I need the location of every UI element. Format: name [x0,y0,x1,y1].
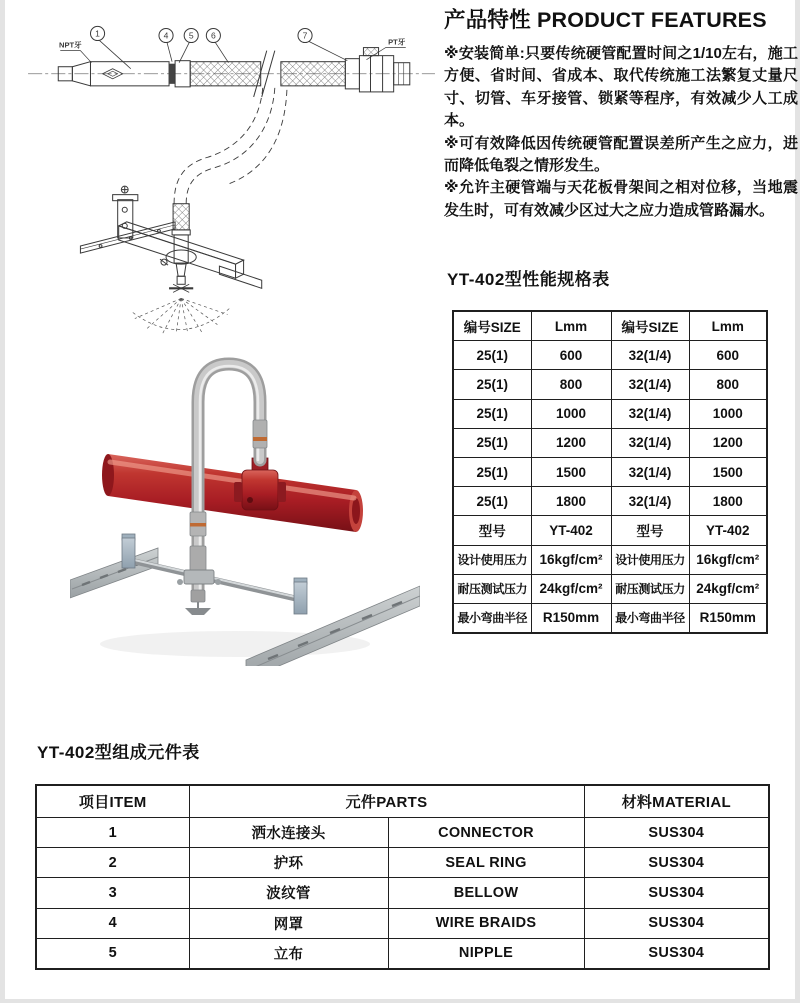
table-cell: 25(1) [453,370,531,399]
table-row [453,399,767,428]
feature-paragraph: ※允许主硬管端与天花板骨架间之相对位移，当地震发生时，可有效减少区过大之应力造成管路漏水。 [444,179,798,219]
table-cell: SUS304 [584,908,769,938]
table-cell: 网罩 [189,908,388,938]
table-cell: 1800 [531,487,611,516]
table-cell: 3 [36,878,189,908]
ceiling-bracket-drawing [80,186,261,292]
table-cell: 32(1/4) [611,370,689,399]
installation-diagram [22,16,440,339]
table-row [453,457,767,486]
table-cell: 25(1) [453,341,531,370]
hose-sweep-dashed [174,88,287,204]
callout-number: 6 [210,30,216,41]
table-cell: 设计使用压力 [611,545,689,574]
spec-col-header: 编号SIZE [453,311,531,341]
right-thread-label: PT牙 [388,37,406,47]
table-cell: SEAL RING [388,848,584,878]
table-cell: 25(1) [453,399,531,428]
table-cell: WIRE BRAIDS [388,908,584,938]
table-cell: SUS304 [584,818,769,848]
callout-number: 4 [163,30,169,41]
left-thread-label: NPT牙 [59,40,82,50]
table-cell: 32(1/4) [611,399,689,428]
table-cell: 32(1/4) [611,457,689,486]
table-cell: 型号 [453,516,531,545]
sprinkler-head [185,590,211,615]
table-cell: 600 [689,341,767,370]
table-cell: 设计使用压力 [453,545,531,574]
page-title [444,3,798,34]
table-cell: 1 [36,818,189,848]
table-cell: 波纹管 [189,878,388,908]
callout-number: 1 [95,28,100,39]
hose-assembly-drawing [58,48,410,97]
table-cell: 800 [689,370,767,399]
table-cell: SUS304 [584,878,769,908]
table-cell: 24kgf/cm² [689,574,767,603]
feature-paragraph: ※安装简单:只要传统硬管配置时间之1/10左右，施工方便、省时间、省成本、取代传统施工法繁复丈量尺寸、切管、车牙接管、锁紧等程序，有效减少人工成本。 [444,45,798,130]
table-cell: 32(1/4) [611,487,689,516]
table-cell: 600 [531,341,611,370]
table-cell: 1000 [689,399,767,428]
spec-table [452,310,768,634]
table-cell: 耐压测试压力 [611,574,689,603]
table-row [453,487,767,516]
parts-col-header: 项目ITEM [36,785,189,818]
table-row [36,848,769,878]
spec-col-header: Lmm [689,311,767,341]
table-cell: 32(1/4) [611,341,689,370]
table-cell: 32(1/4) [611,428,689,457]
parts-table [35,784,770,970]
table-cell: 24kgf/cm² [531,574,611,603]
spec-col-header: Lmm [531,311,611,341]
table-cell: SUS304 [584,938,769,969]
table-cell: 5 [36,938,189,969]
parts-table-title: YT-402型组成元件表 [37,743,200,762]
callout-number: 7 [302,30,308,41]
table-row [36,878,769,908]
table-cell: 护环 [189,848,388,878]
table-cell: CONNECTOR [388,818,584,848]
table-cell: 最小弯曲半径 [611,603,689,633]
table-cell: 1500 [689,457,767,486]
feature-paragraph: ※可有效降低因传统硬管配置误差所产生之应力，进而降低龟裂之情形发生。 [444,134,798,175]
table-cell: 耐压测试压力 [453,574,531,603]
table-cell: R150mm [531,603,611,633]
table-cell: 1200 [531,428,611,457]
table-header-row [453,311,767,341]
table-cell: 1800 [689,487,767,516]
product-photo [70,342,420,671]
table-cell: YT-402 [531,516,611,545]
spec-col-header: 编号SIZE [611,311,689,341]
page-title-en: PRODUCT FEATURES [537,8,767,32]
table-cell: YT-402 [689,516,767,545]
table-cell: 洒水连接头 [189,818,388,848]
table-row [36,908,769,938]
table-row [36,938,769,969]
table-cell: SUS304 [584,848,769,878]
table-cell: 1200 [689,428,767,457]
table-cell: 最小弯曲半径 [453,603,531,633]
page-title-cn: 产品特性 [444,8,531,32]
table-row [453,545,767,574]
table-row [453,370,767,399]
sprinkler-spray [133,298,230,334]
callout-balloons [90,26,312,42]
table-row [453,516,767,545]
table-cell: 1500 [531,457,611,486]
table-cell: NIPPLE [388,938,584,969]
callout-number: 5 [188,30,194,41]
scan-edge-left [0,0,5,1003]
table-header-row [36,785,769,818]
table-cell: 16kgf/cm² [689,545,767,574]
table-cell: 1000 [531,399,611,428]
table-row [453,428,767,457]
table-cell: 25(1) [453,428,531,457]
table-cell: 4 [36,908,189,938]
table-row [453,341,767,370]
red-main-pipe [102,454,363,532]
table-cell: 2 [36,848,189,878]
table-cell: 800 [531,370,611,399]
parts-col-header: 元件PARTS [189,785,584,818]
parts-col-header: 材料MATERIAL [584,785,769,818]
table-cell: R150mm [689,603,767,633]
table-row [453,603,767,633]
table-row [36,818,769,848]
product-features-section [444,3,798,222]
table-cell: 型号 [611,516,689,545]
table-row [453,574,767,603]
table-cell: BELLOW [388,878,584,908]
table-cell: 16kgf/cm² [531,545,611,574]
spec-table-title: YT-402型性能规格表 [447,270,610,289]
scan-edge-bottom [0,999,800,1003]
table-cell: 立布 [189,938,388,969]
table-cell: 25(1) [453,457,531,486]
table-cell: 25(1) [453,487,531,516]
